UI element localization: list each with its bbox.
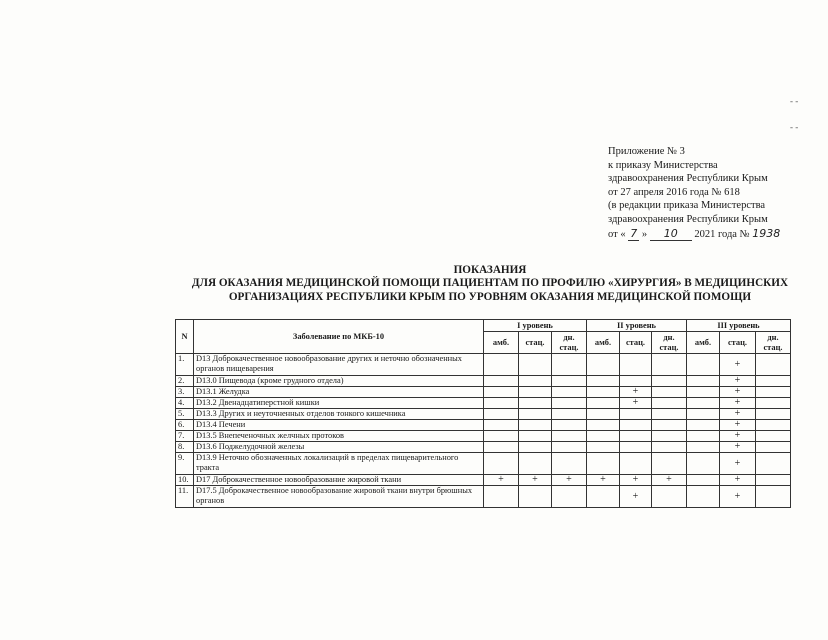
header-level-1: I уровень xyxy=(484,320,587,332)
level-mark-cell: + xyxy=(720,376,756,387)
level-mark-cell xyxy=(756,431,791,442)
level-mark-cell xyxy=(484,376,519,387)
level-mark-cell xyxy=(687,442,720,453)
level-mark-cell xyxy=(587,409,620,420)
row-number: 1. xyxy=(176,354,194,376)
level-mark-cell xyxy=(652,398,687,409)
level-mark-cell xyxy=(484,387,519,398)
level-mark-cell: + xyxy=(720,409,756,420)
header-amb: амб. xyxy=(484,332,519,354)
level-mark-cell xyxy=(587,398,620,409)
level-mark-cell xyxy=(620,409,652,420)
level-mark-cell xyxy=(519,442,552,453)
level-mark-cell: + xyxy=(720,387,756,398)
header-stac: стац. xyxy=(720,332,756,354)
document-title xyxy=(150,264,828,304)
table-row xyxy=(176,442,791,453)
level-mark-cell xyxy=(519,376,552,387)
level-mark-cell xyxy=(484,453,519,475)
level-mark-cell: + xyxy=(484,475,519,486)
level-mark-cell xyxy=(587,376,620,387)
level-mark-cell: + xyxy=(519,475,552,486)
level-mark-cell: + xyxy=(552,475,587,486)
level-mark-cell xyxy=(687,354,720,376)
level-mark-cell xyxy=(552,398,587,409)
level-mark-cell xyxy=(756,387,791,398)
header-dnstac: дн. стац. xyxy=(652,332,687,354)
level-mark-cell xyxy=(519,387,552,398)
header-n: N xyxy=(176,320,194,354)
level-mark-cell: + xyxy=(620,387,652,398)
level-mark-cell xyxy=(587,486,620,508)
level-mark-cell xyxy=(620,431,652,442)
level-mark-cell xyxy=(552,387,587,398)
indications-table xyxy=(175,319,791,508)
level-mark-cell xyxy=(519,431,552,442)
level-mark-cell: + xyxy=(587,475,620,486)
level-mark-cell: + xyxy=(720,354,756,376)
title-line-2: ДЛЯ ОКАЗАНИЯ МЕДИЦИНСКОЙ ПОМОЩИ ПАЦИЕНТАМ ПО ПРОФИЛЮ «ХИРУРГИЯ» В МЕДИЦИНСКИХ xyxy=(191,277,789,290)
row-number: 7. xyxy=(176,431,194,442)
appendix-line: здравоохранения Республики Крым xyxy=(608,173,768,185)
level-mark-cell xyxy=(587,387,620,398)
level-mark-cell xyxy=(652,354,687,376)
level-mark-cell: + xyxy=(720,453,756,475)
level-mark-cell xyxy=(587,453,620,475)
level-mark-cell xyxy=(552,376,587,387)
appendix-line: к приказу Министерства xyxy=(608,159,718,171)
handwritten-day: 7 xyxy=(630,226,638,240)
level-mark-cell xyxy=(756,409,791,420)
level-mark-cell: + xyxy=(720,420,756,431)
table-row xyxy=(176,453,791,475)
level-mark-cell xyxy=(756,420,791,431)
header-level-3: III уровень xyxy=(687,320,791,332)
corner-mark-top: - ‐ xyxy=(790,96,799,106)
level-mark-cell xyxy=(687,398,720,409)
level-mark-cell xyxy=(756,475,791,486)
level-mark-cell xyxy=(687,420,720,431)
level-mark-cell xyxy=(552,453,587,475)
level-mark-cell xyxy=(652,409,687,420)
table-row xyxy=(176,475,791,486)
appendix-block xyxy=(608,145,780,241)
header-stac: стац. xyxy=(620,332,652,354)
handwritten-order-number: 1938 xyxy=(752,226,781,240)
level-mark-cell: + xyxy=(720,442,756,453)
level-mark-cell xyxy=(519,420,552,431)
handwritten-month: 10 xyxy=(650,227,692,241)
level-mark-cell xyxy=(756,376,791,387)
level-mark-cell xyxy=(519,354,552,376)
level-mark-cell xyxy=(652,486,687,508)
header-disease: Заболевание по МКБ-10 xyxy=(194,320,484,354)
header-amb: амб. xyxy=(687,332,720,354)
row-number: 2. xyxy=(176,376,194,387)
level-mark-cell xyxy=(484,486,519,508)
appendix-line: (в редакции приказа Министерства xyxy=(608,200,766,212)
level-mark-cell xyxy=(756,354,791,376)
disease-name: D13.9 Неточно обозначенных локализаций в пределах пищеварительного тракта xyxy=(194,453,484,475)
level-mark-cell xyxy=(587,442,620,453)
disease-name: D13.0 Пищевода (кроме грудного отдела) xyxy=(194,376,484,387)
level-mark-cell xyxy=(620,453,652,475)
level-mark-cell xyxy=(687,486,720,508)
title-line-3: ОРГАНИЗАЦИЯХ РЕСПУБЛИКИ КРЫМ ПО УРОВНЯМ ОКАЗАНИЯ МЕДИЦИНСКОЙ ПОМОЩИ xyxy=(228,290,752,303)
table-row xyxy=(176,420,791,431)
disease-name: D17.5 Доброкачественное новообразование жировой ткани внутри брюшных органов xyxy=(194,486,484,508)
level-mark-cell: + xyxy=(720,475,756,486)
level-mark-cell xyxy=(484,442,519,453)
level-mark-cell: + xyxy=(720,486,756,508)
level-mark-cell xyxy=(652,420,687,431)
row-number: 5. xyxy=(176,409,194,420)
disease-name: D13.6 Поджелудочной железы xyxy=(194,442,484,453)
table-row xyxy=(176,376,791,387)
table-row xyxy=(176,387,791,398)
level-mark-cell xyxy=(687,376,720,387)
level-mark-cell xyxy=(484,354,519,376)
level-mark-cell xyxy=(484,420,519,431)
level-mark-cell xyxy=(687,453,720,475)
row-number: 9. xyxy=(176,453,194,475)
corner-mark-bottom: - ‐ xyxy=(790,122,799,132)
header-level-2: II уровень xyxy=(587,320,687,332)
table-row xyxy=(176,398,791,409)
level-mark-cell xyxy=(519,453,552,475)
level-mark-cell: + xyxy=(720,398,756,409)
row-number: 6. xyxy=(176,420,194,431)
date-suffix: 2021 года № xyxy=(694,228,750,240)
header-stac: стац. xyxy=(519,332,552,354)
row-number: 8. xyxy=(176,442,194,453)
level-mark-cell xyxy=(587,354,620,376)
appendix-order-date-line xyxy=(608,227,780,242)
level-mark-cell xyxy=(620,354,652,376)
level-mark-cell xyxy=(756,442,791,453)
level-mark-cell xyxy=(756,398,791,409)
level-mark-cell xyxy=(552,354,587,376)
level-mark-cell xyxy=(484,431,519,442)
appendix-line: от 27 апреля 2016 года № 618 xyxy=(608,186,740,198)
disease-name: D13 Доброкачественное новообразование других и неточно обозначенных органов пищеварения xyxy=(194,354,484,376)
level-mark-cell xyxy=(652,431,687,442)
header-amb: амб. xyxy=(587,332,620,354)
level-mark-cell xyxy=(756,453,791,475)
level-mark-cell: + xyxy=(620,398,652,409)
level-mark-cell xyxy=(519,398,552,409)
table-row xyxy=(176,431,791,442)
date-prefix: от « xyxy=(608,228,626,240)
row-number: 10. xyxy=(176,475,194,486)
row-number: 4. xyxy=(176,398,194,409)
level-mark-cell xyxy=(620,442,652,453)
level-mark-cell xyxy=(652,442,687,453)
level-mark-cell xyxy=(552,431,587,442)
disease-name: D13.1 Желудка xyxy=(194,387,484,398)
level-mark-cell xyxy=(484,409,519,420)
appendix-line: здравоохранения Республики Крым xyxy=(608,213,768,225)
level-mark-cell: + xyxy=(620,475,652,486)
level-mark-cell xyxy=(552,420,587,431)
row-number: 11. xyxy=(176,486,194,508)
level-mark-cell xyxy=(756,486,791,508)
level-mark-cell xyxy=(552,486,587,508)
disease-name: D17 Доброкачественное новообразование жировой ткани xyxy=(194,475,484,486)
table-row xyxy=(176,354,791,376)
level-mark-cell xyxy=(687,409,720,420)
title-line-1: ПОКАЗАНИЯ xyxy=(453,264,527,276)
level-mark-cell: + xyxy=(620,486,652,508)
level-mark-cell: + xyxy=(720,431,756,442)
header-dnstac: дн. стац. xyxy=(756,332,791,354)
level-mark-cell xyxy=(587,420,620,431)
level-mark-cell xyxy=(587,431,620,442)
level-mark-cell xyxy=(620,420,652,431)
level-mark-cell xyxy=(652,387,687,398)
level-mark-cell xyxy=(687,475,720,486)
level-mark-cell xyxy=(552,409,587,420)
level-mark-cell xyxy=(552,442,587,453)
disease-name: D13.5 Внепеченочных желчных протоков xyxy=(194,431,484,442)
level-mark-cell xyxy=(652,376,687,387)
table-row xyxy=(176,409,791,420)
table-row xyxy=(176,486,791,508)
level-mark-cell xyxy=(519,486,552,508)
date-mid: » xyxy=(641,228,648,240)
level-mark-cell xyxy=(687,431,720,442)
level-mark-cell xyxy=(620,376,652,387)
header-dnstac: дн. стац. xyxy=(552,332,587,354)
level-mark-cell: + xyxy=(652,475,687,486)
level-mark-cell xyxy=(519,409,552,420)
appendix-line: Приложение № 3 xyxy=(608,146,685,157)
disease-name: D13.4 Печени xyxy=(194,420,484,431)
level-mark-cell xyxy=(484,398,519,409)
level-mark-cell xyxy=(652,453,687,475)
disease-name: D13.3 Других и неуточненных отделов тонкого кишечника xyxy=(194,409,484,420)
disease-name: D13.2 Двенадцатиперстной кишки xyxy=(194,398,484,409)
row-number: 3. xyxy=(176,387,194,398)
level-mark-cell xyxy=(687,387,720,398)
